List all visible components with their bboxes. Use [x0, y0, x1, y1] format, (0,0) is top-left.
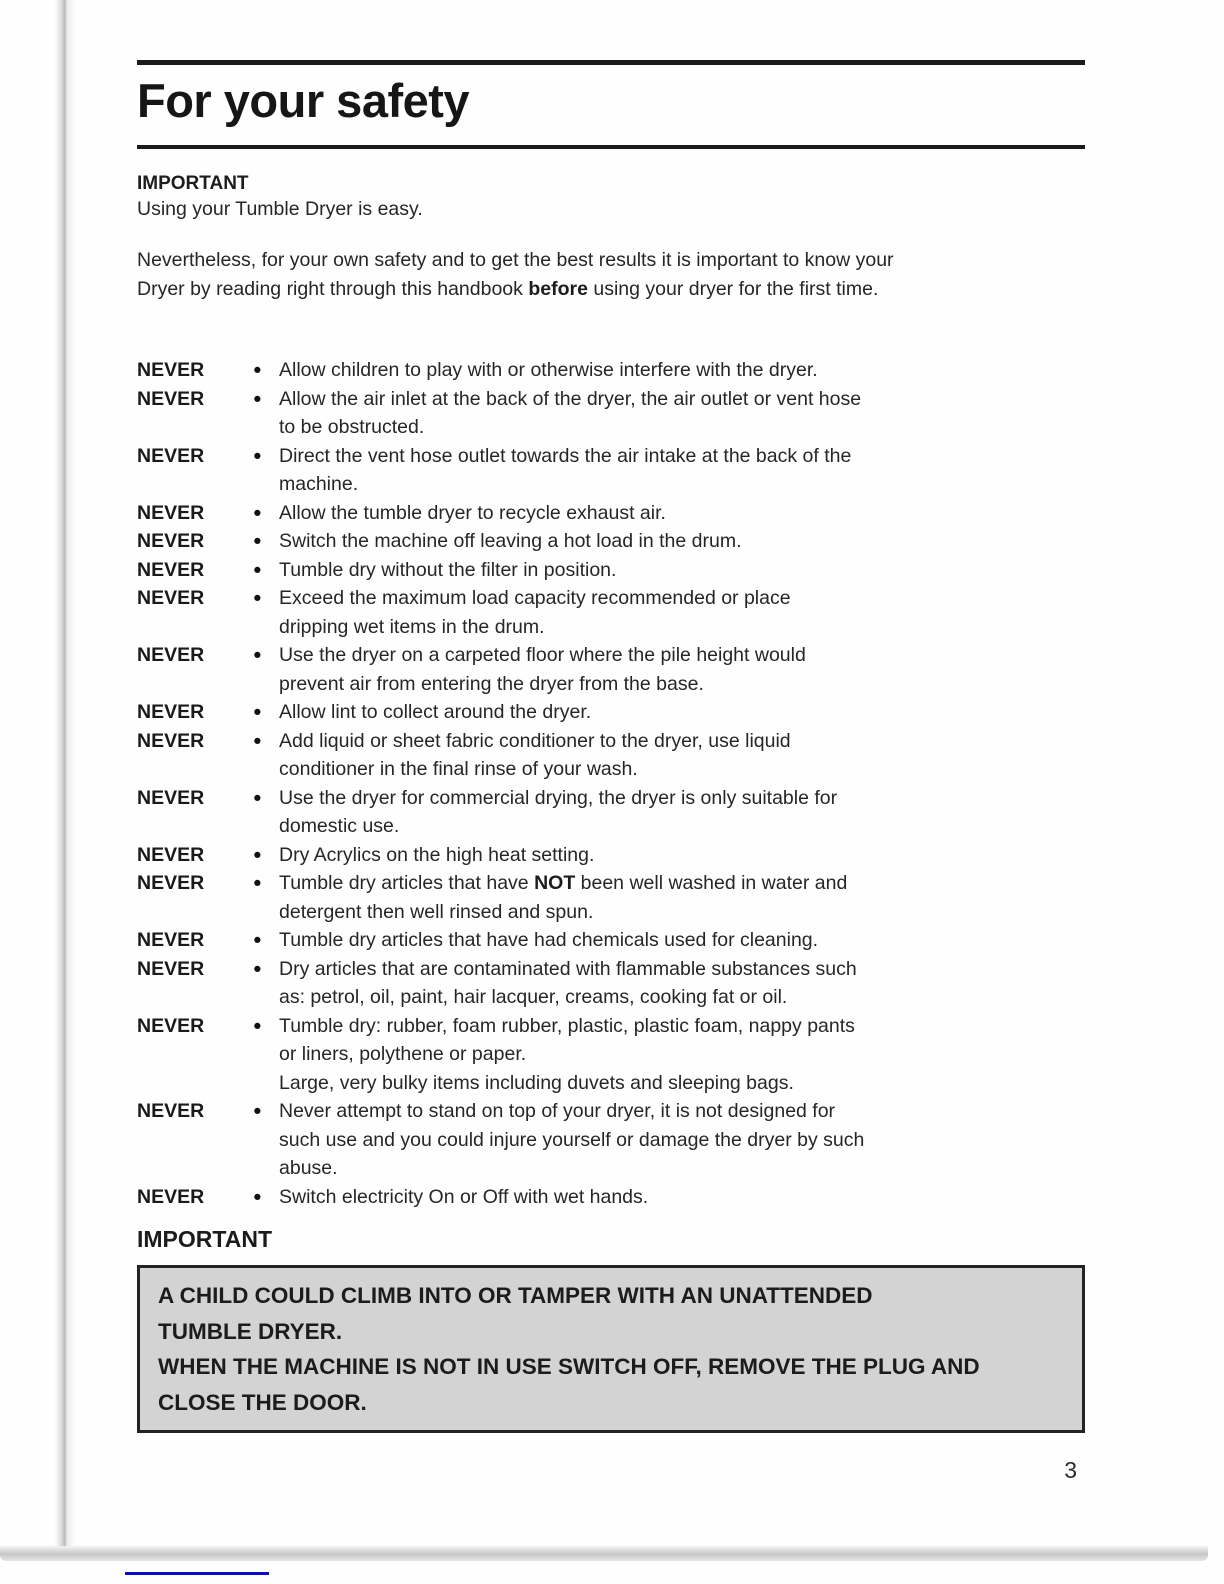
never-item-text: Use the dryer on a carpeted floor where the pile height would prevent air from entering the dryer from the base. [279, 644, 806, 695]
bullet-icon: ● [253, 504, 262, 521]
never-label: NEVER [137, 1185, 205, 1208]
never-item-text: Never attempt to stand on top of your dryer, it is not designed for such use and you could injure yourself or damage the dryer by such abuse. [279, 1100, 865, 1179]
never-label: NEVER [137, 387, 205, 410]
never-label: NEVER [137, 929, 205, 951]
never-list-item [137, 385, 1085, 442]
never-item-text: Allow the tumble dryer to recycle exhaust air. [279, 501, 666, 524]
warning-box-line: WHEN THE MACHINE IS NOT IN USE SWITCH OFF, REMOVE THE PLUG AND [158, 1354, 980, 1379]
bullet-icon: ● [253, 932, 262, 948]
bullet-icon: ● [253, 960, 262, 977]
never-list-item [137, 727, 1085, 784]
never-item-text: Tumble dry articles that have NOT been well washed in water and detergent then well rinsed and spun. [279, 872, 848, 923]
never-list-item [137, 499, 1085, 528]
never-item-text: Direct the vent hose outlet towards the air intake at the back of the machine. [279, 444, 852, 495]
never-list-item [137, 1183, 1085, 1212]
child-safety-warning-box [137, 1265, 1085, 1433]
important-heading: IMPORTANT [137, 173, 249, 194]
never-list-item [137, 556, 1085, 585]
never-label: NEVER [137, 644, 205, 666]
title-rule-bottom [137, 145, 1085, 149]
never-label: NEVER [137, 530, 205, 552]
never-label: NEVER [137, 1100, 205, 1122]
scan-artifact-blue-line [125, 1572, 269, 1575]
bullet-icon: ● [253, 390, 262, 407]
never-label: NEVER [137, 786, 205, 809]
intro-paragraph: Nevertheless, for your own safety and to get the best results it is important to know your Dryer by reading right through this handbook before using your dryer for the first time. [137, 249, 894, 300]
never-list-item [137, 527, 1085, 556]
never-item-text: Switch the machine off leaving a hot load in the drum. [279, 530, 742, 552]
never-label: NEVER [137, 359, 205, 381]
important-heading-2: IMPORTANT [137, 1226, 273, 1252]
never-list-item [137, 584, 1085, 641]
bullet-icon: ● [253, 647, 262, 663]
never-label: NEVER [137, 1014, 205, 1037]
never-item-text: Switch electricity On or Off with wet hands. [279, 1185, 649, 1208]
never-label: NEVER [137, 872, 205, 894]
bullet-icon: ● [253, 789, 262, 806]
bullet-icon: ● [253, 704, 262, 720]
never-item-text: Tumble dry without the filter in position. [279, 558, 617, 581]
warning-box-line: A CHILD COULD CLIMB INTO OR TAMPER WITH AN UNATTENDED [158, 1283, 873, 1308]
never-list [137, 356, 1085, 1211]
bullet-icon: ● [253, 590, 262, 606]
never-label: NEVER [137, 843, 205, 866]
bullet-icon: ● [253, 362, 262, 378]
never-list-item [137, 641, 1085, 698]
bullet-icon: ● [253, 1103, 262, 1119]
never-item-text: Dry Acrylics on the high heat setting. [279, 843, 595, 866]
bullet-icon: ● [253, 533, 262, 549]
never-label: NEVER [137, 957, 205, 980]
never-item-text: Allow lint to collect around the dryer. [279, 701, 592, 723]
page-content [137, 0, 1085, 1483]
title-rule-top [137, 60, 1085, 65]
never-item-text: Tumble dry: rubber, foam rubber, plastic, plastic foam, nappy pants or liners, polythene or paper. Large, very bulky items including duvets and sleeping bags. [279, 1014, 855, 1094]
never-list-item [137, 442, 1085, 499]
page-title: For your safety [137, 74, 470, 127]
bullet-icon: ● [253, 732, 262, 749]
bullet-icon: ● [253, 561, 262, 578]
intro-sentence: Using your Tumble Dryer is easy. [137, 198, 423, 220]
never-label: NEVER [137, 701, 205, 723]
never-list-item [137, 869, 1085, 926]
bullet-icon: ● [253, 875, 262, 891]
never-label: NEVER [137, 729, 205, 752]
never-item-text: Add liquid or sheet fabric conditioner to the dryer, use liquid conditioner in the final rinse of your wash. [279, 729, 791, 780]
bullet-icon: ● [253, 447, 262, 464]
never-label: NEVER [137, 558, 205, 581]
never-list-item [137, 1012, 1085, 1098]
never-list-item [137, 784, 1085, 841]
bullet-icon: ● [253, 1017, 262, 1034]
never-list-item [137, 698, 1085, 727]
warning-box-line: TUMBLE DRYER. [158, 1318, 343, 1344]
never-list-item [137, 926, 1085, 955]
never-label: NEVER [137, 501, 205, 524]
never-list-item [137, 356, 1085, 385]
never-item-text: Tumble dry articles that have had chemicals used for cleaning. [279, 929, 819, 951]
never-label: NEVER [137, 444, 205, 467]
never-item-text: Use the dryer for commercial drying, the dryer is only suitable for domestic use. [279, 786, 838, 837]
never-item-text: Allow children to play with or otherwise interfere with the dryer. [279, 359, 818, 381]
page-left-crease [55, 0, 75, 1552]
never-label: NEVER [137, 587, 205, 609]
never-list-item [137, 841, 1085, 870]
bullet-icon: ● [253, 846, 262, 863]
warning-box-line: CLOSE THE DOOR. [158, 1389, 367, 1415]
page-bottom-edge-shadow [0, 1546, 1208, 1561]
never-item-text: Exceed the maximum load capacity recommended or place dripping wet items in the drum. [279, 587, 791, 638]
never-item-text: Allow the air inlet at the back of the dryer, the air outlet or vent hose to be obstructed. [279, 387, 862, 438]
page-number: 3 [1064, 1457, 1077, 1483]
never-list-item [137, 1097, 1085, 1183]
bullet-icon: ● [253, 1188, 262, 1205]
never-list-item [137, 955, 1085, 1012]
never-item-text: Dry articles that are contaminated with flammable substances such as: petrol, oil, paint, hair lacquer, creams, cooking fat or oil. [279, 957, 857, 1008]
